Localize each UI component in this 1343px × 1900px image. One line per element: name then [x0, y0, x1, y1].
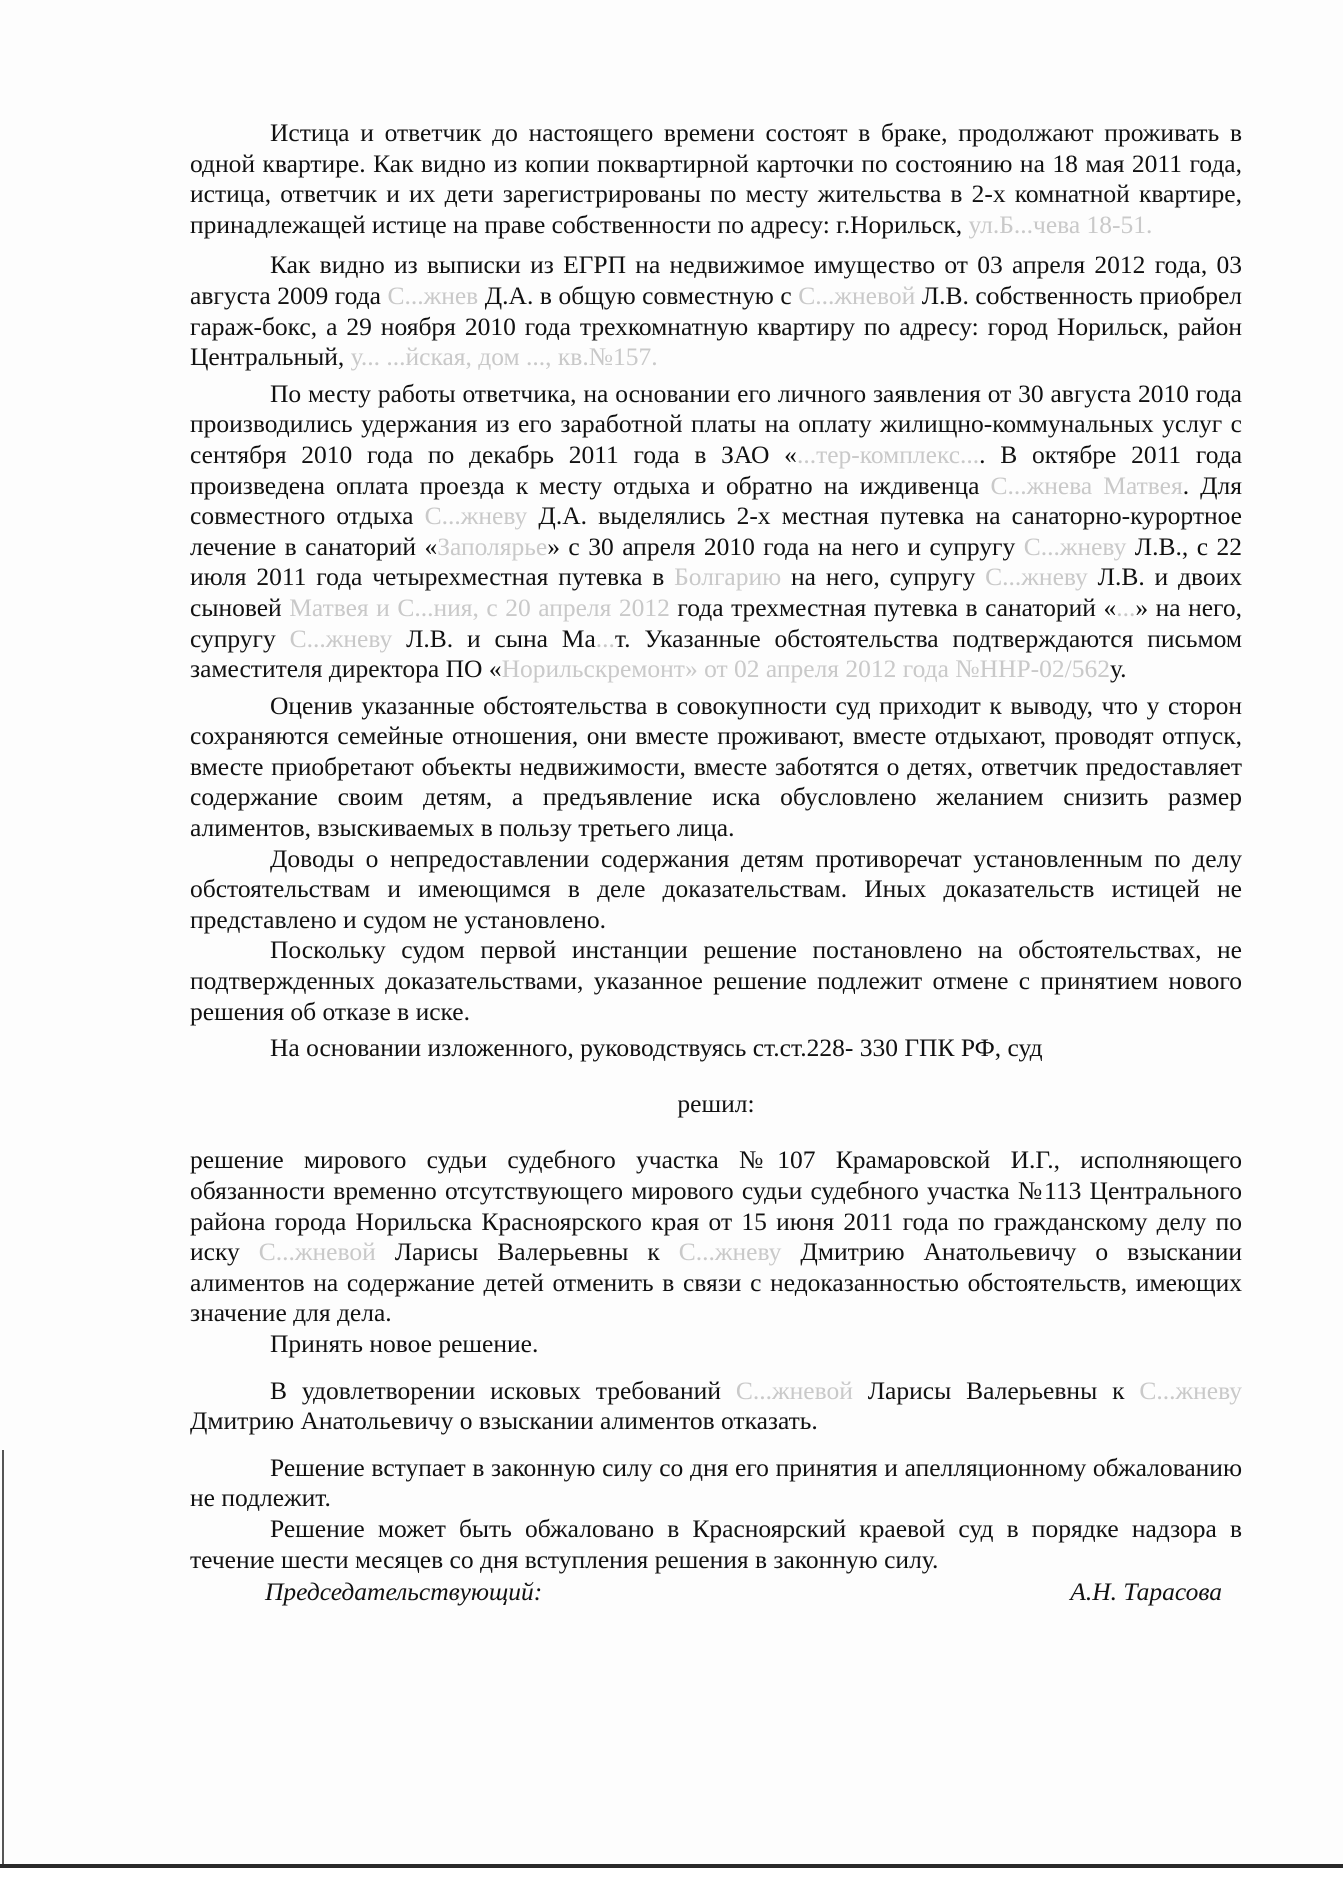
- redacted-address-1: ул.Б...чева 18-51.: [968, 209, 1153, 239]
- redacted-name: С...жнева Матвея: [990, 470, 1183, 500]
- redacted-country: Болгарию: [674, 562, 782, 592]
- redacted-name: С...жнев: [387, 280, 479, 310]
- presiding-label: Председательствующий:: [265, 1577, 543, 1607]
- paragraph-2: Как видно из выписки из ЕГРП на недвижимое имущество от 03 апреля 2012 года, 03 августа 2009 года С...жнев Д.А. в общую совместную с С...жневой Л.В. собственность приобрел гараж-бокс, а 29 ноября 2010 года трехкомнатную квартиру по адресу: город Норильск, район Центральный, у... ...йская, дом ..., кв.№157.: [190, 250, 1242, 372]
- redacted-name: С...жневой: [735, 1375, 853, 1405]
- redacted-name: С...жневу: [985, 562, 1088, 592]
- paragraph-9: Принять новое решение.: [270, 1328, 539, 1358]
- redacted-sanatorium: ...: [1116, 592, 1136, 622]
- redacted-name: С...жневу: [678, 1237, 782, 1267]
- redacted-address-2: у... ...йская, дом ..., кв.№157.: [350, 342, 658, 372]
- redacted-name: С...жневу: [289, 623, 393, 653]
- redacted-company: Норильскремонт» от 02 апреля 2012 года №ННР-02/562: [501, 654, 1110, 684]
- redacted-names-date: Матвея и С...ния, с 20 апреля 2012: [289, 592, 670, 622]
- redacted-name: С...жневу: [424, 501, 528, 531]
- paragraph-1-text: Истица и ответчик до настоящего времени состоят в браке, продолжают проживать в одной квартире. Как видно из копии поквартирной карточки по состоянию на 18 мая 2011 года, истица, ответчик и их дети зарегистрированы по месту жительства в 2-х комнатной квартире, принадлежащей истице на праве собственности по адресу: г.Норильск,: [190, 118, 1242, 239]
- signature-row: [190, 1577, 1242, 1608]
- paragraph-1: [190, 118, 1242, 240]
- paragraph-3: По месту работы ответчика, на основании его личного заявления от 30 августа 2010 года производились удержания из его заработной платы на оплату жилищно-коммунальных услуг с сентября 2010 года по декабрь 2011 года в ЗАО «...тер-комплекс.... В октябре 2011 года произведена оплата проезда к месту отдыха и обратно на иждивенца С...жнева Матвея. Для совместного отдыха С...жневу Д.А. выделялись 2-х местная путевка на санаторно-курортное лечение в санаторий «Заполярье» с 30 апреля 2010 года на него и супругу С...жневу Л.В., с 22 июля 2011 года четырехместная путевка в Болгарию на него, супругу С...жневу Л.В. и двоих сыновей Матвея и С...ния, с 20 апреля 2012 года трехместная путевка в санаторий «...» на него, супругу С...жневу Л.В. и сына Ма...т. Указанные обстоятельства подтверждаются письмом заместителя директора ПО «Норильскремонт» от 02 апреля 2012 года №ННР-02/562у.: [190, 378, 1243, 684]
- scan-margin-line: [2, 1450, 4, 1870]
- paragraph-6: Поскольку судом первой инстанции решение постановлено на обстоятельствах, не подтвержденных доказательствами, указанное решение подлежит отмене с принятием нового решения об отказе в иске.: [190, 935, 1242, 1026]
- redacted-name: С...жневой: [258, 1237, 376, 1267]
- redacted-name: С...жневой: [798, 280, 916, 310]
- paragraph-5: Доводы о непредоставлении содержания детям противоречат установленным по делу обстоятельствам и имеющимся в деле доказательствам. Иных доказательств истицей не представлено и судом не установлено.: [190, 843, 1242, 934]
- judge-name: А.Н. Тарасова: [1070, 1577, 1222, 1607]
- document-body: [190, 118, 1242, 1608]
- redacted-name: С...жневу: [1139, 1375, 1242, 1405]
- redacted-company: ...тер-комплекс...: [796, 439, 980, 469]
- paragraph-11: Решение вступает в законную силу со дня его принятия и апелляционному обжалованию не подлежит.: [190, 1452, 1242, 1513]
- paragraph-10: В удовлетворении исковых требований С...жневой Ларисы Валерьевны к С...жневу Дмитрию Анатольевичу о взыскании алиментов отказать.: [190, 1375, 1242, 1436]
- paragraph-8: решение мирового судьи судебного участка №107 Крамаровской И.Г., исполняющего обязанности временно отсутствующего мирового судьи судебного участка №113 Центрального района города Норильска Красноярского края от 15 июня 2011 года по гражданскому делу по иску С...жневой Ларисы Валерьевны к С...жневу Дмитрию Анатольевичу о взыскании алиментов на содержание детей отменить в связи с недоказанностью обстоятельств, имеющих значение для дела.: [190, 1145, 1242, 1328]
- scan-bottom-area: [0, 1868, 1343, 1900]
- paragraph-4: Оценив указанные обстоятельства в совокупности суд приходит к выводу, что у сторон сохраняются семейные отношения, они вместе проживают, вместе отдыхают, проводят отпуск, вместе приобретают объекты недвижимости, вместе заботятся о детях, ответчик предоставляет содержание своим детям, а предъявление иска обусловлено желанием снизить размер алиментов, взыскиваемых в пользу третьего лица.: [190, 690, 1242, 843]
- redacted-name: ...: [595, 623, 615, 653]
- decision-heading: решил:: [677, 1089, 755, 1119]
- redacted-sanatorium: Заполярье: [437, 531, 548, 561]
- paragraph-12: Решение может быть обжаловано в Красноярский краевой суд в порядке надзора в течение шести месяцев со дня вступления решения в законную силу.: [190, 1513, 1242, 1574]
- redacted-name: С...жневу: [1023, 531, 1127, 561]
- paragraph-7: На основании изложенного, руководствуясь ст.ст.228- 330 ГПК РФ, суд: [270, 1033, 1043, 1063]
